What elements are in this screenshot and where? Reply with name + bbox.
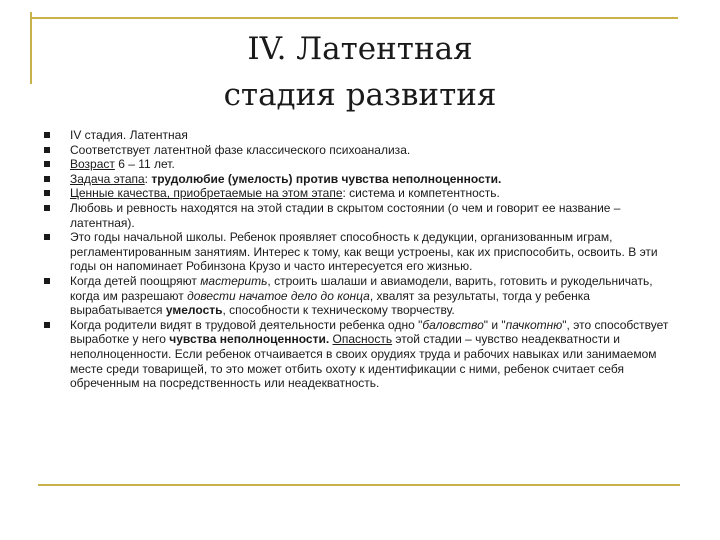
- square-bullet-icon: [44, 278, 50, 284]
- item-label: Возраст: [70, 157, 115, 172]
- item-text: ", это способствует выработке у него: [70, 317, 669, 347]
- list-item: [44, 318, 684, 391]
- list-item: [44, 128, 684, 143]
- item-text: IV стадия. Латентная: [70, 128, 188, 142]
- square-bullet-icon: [44, 322, 50, 328]
- bullet-list: [44, 128, 684, 391]
- square-bullet-icon: [44, 234, 50, 240]
- item-italic-text: баловство: [422, 317, 484, 332]
- square-bullet-icon: [44, 190, 50, 196]
- slide-title: [0, 26, 720, 118]
- square-bullet-icon: [44, 132, 50, 138]
- frame-top-line: [30, 17, 678, 19]
- list-item: [44, 186, 684, 201]
- list-item: [44, 230, 684, 274]
- item-text: Когда детей поощряют: [70, 273, 201, 288]
- item-text: 6 – 11 лет.: [114, 157, 175, 172]
- item-bold-text: трудолюбие (умелость) против чувства неполноценности.: [151, 171, 502, 186]
- item-label: Ценные качества, приобретаемые на этом этапе: [70, 186, 343, 201]
- item-text: , строить шалаши и авиамодели, варить, готовить и рукодельничать, когда им разрешают: [70, 273, 653, 303]
- item-separator: :: [144, 171, 152, 186]
- item-bold-text: умелость: [165, 303, 223, 318]
- square-bullet-icon: [44, 176, 50, 182]
- item-label: Задача этапа: [70, 171, 145, 186]
- item-text: , хвалят за результаты, тогда у ребенка вырабатывается: [70, 288, 590, 318]
- item-text: этой стадии – чувство неадекватности и неполноценности. Если ребенок отчаивается в своих орудиях труда и рабочих навыках или занимаемом месте среди товарищей, то это может отбить охоту к идентификации с ними, ребенок считает себя обреченным на посредственность или неадекватность.: [70, 332, 657, 391]
- item-text: Это годы начальной школы. Ребенок проявляет способность к дедукции, организованным играм, регламентированным занятиям. Интерес к тому, как вещи устроены, как их приспособить, освоить. В эти годы он напоминает Робинзона Крузо и часто интересуется его жизнью.: [70, 230, 658, 274]
- list-item: [44, 143, 684, 158]
- item-italic-text: пачкотню: [505, 317, 563, 332]
- list-item: [44, 274, 684, 318]
- item-underlined-text: Опасность: [332, 332, 393, 347]
- list-item: [44, 172, 684, 187]
- title-line-1: IV. Латентная: [247, 31, 473, 67]
- square-bullet-icon: [44, 161, 50, 167]
- list-item: [44, 157, 684, 172]
- item-text: Когда родители видят в трудовой деятельности ребенка одно ": [70, 317, 423, 332]
- item-text: " и ": [483, 317, 506, 332]
- item-text: Соответствует латентной фазе классического психоанализа.: [70, 142, 411, 157]
- item-text: Любовь и ревность находятся на этой стадии в скрытом состоянии (о чем и говорит ее название – латентная).: [70, 200, 621, 230]
- item-bold-text: чувства неполноценности.: [169, 332, 330, 347]
- item-text: : система и компетентность.: [342, 186, 500, 201]
- square-bullet-icon: [44, 147, 50, 153]
- frame-bottom-line: [38, 484, 680, 486]
- square-bullet-icon: [44, 205, 50, 211]
- item-text: , способности к техническому творчеству.: [222, 303, 455, 318]
- item-italic-text: мастерить: [200, 273, 268, 288]
- list-item: [44, 201, 684, 230]
- title-line-2: стадия развития: [223, 77, 497, 113]
- item-italic-text: довести начатое дело до конца: [187, 288, 370, 303]
